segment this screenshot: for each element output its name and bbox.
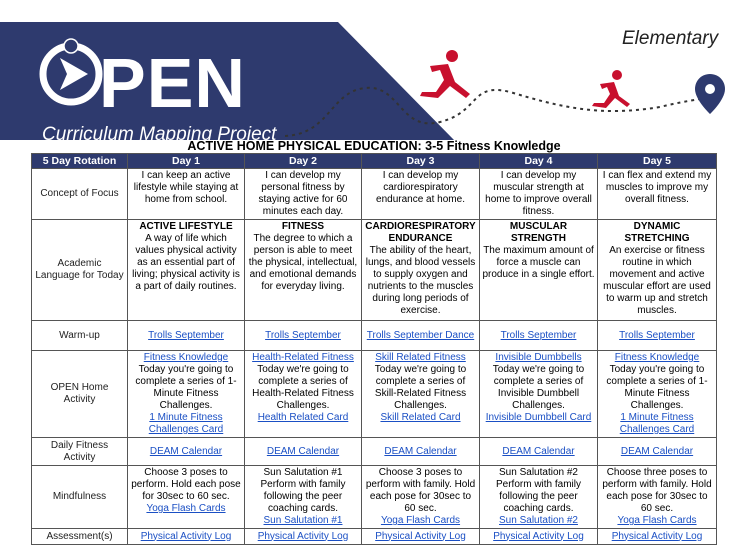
log-link[interactable]: Physical Activity Log: [493, 530, 584, 542]
assess-cell: [128, 529, 245, 545]
table-row: [32, 529, 717, 545]
definition: An exercise or fitness routine in which movement and active muscular effort are used to warm up and stretch muscles.: [603, 245, 711, 316]
row-label-daily: [32, 438, 128, 466]
warmup-cell: [598, 321, 717, 351]
activity-link[interactable]: Skill Related Fitness: [375, 352, 466, 363]
activity-card-link[interactable]: Health Related Card: [257, 412, 349, 423]
activity-text: Today you're going to complete a series of 1-Minute Fitness Challenges.: [606, 364, 708, 411]
runner-icon: [592, 70, 630, 108]
language-cell: [245, 220, 362, 321]
home-cell: [480, 351, 598, 438]
row-label-text: Academic Language for Today: [35, 258, 124, 281]
activity-link[interactable]: Health-Related Fitness: [252, 352, 354, 363]
term: FITNESS: [281, 221, 325, 232]
language-cell: [362, 220, 480, 321]
focus-cell: I can develop my muscular strength at home to improve overall fitness.: [480, 169, 598, 220]
definition: The ability of the heart, lungs, and blood vessels to supply oxygen and nutrients to the muscles during long periods of exercise.: [365, 245, 476, 316]
document-title: ACTIVE HOME PHYSICAL EDUCATION: 3-5 Fitness Knowledge: [187, 139, 561, 153]
row-label-mind: [32, 466, 128, 529]
warmup-cell: [245, 321, 362, 351]
day-header: Day 5: [598, 154, 717, 169]
mind-link[interactable]: Sun Salutation #2: [499, 515, 578, 526]
mind-cell: [128, 466, 245, 529]
home-cell: [598, 351, 717, 438]
assess-cell: [362, 529, 480, 545]
table-row: [32, 466, 717, 529]
mind-cell: [362, 466, 480, 529]
calendar-link[interactable]: DEAM Calendar: [502, 445, 575, 457]
activity-text: Today we're going to complete a series of Skill-Related Fitness Challenges.: [374, 364, 467, 411]
daily-cell: [480, 438, 598, 466]
daily-cell: [245, 438, 362, 466]
term: ACTIVE LIFESTYLE: [139, 221, 233, 232]
warmup-link[interactable]: Trolls September Dance: [366, 329, 475, 341]
day-header: Day 2: [245, 154, 362, 169]
home-cell: [128, 351, 245, 438]
row-label-text: Assessment(s): [46, 530, 113, 542]
warmup-link[interactable]: Trolls September: [619, 329, 695, 341]
activity-card-link[interactable]: Invisible Dumbbell Card: [485, 412, 592, 423]
activity-text: Today we're going to complete a series of Invisible Dumbbell Challenges.: [492, 364, 585, 411]
table-row: [32, 169, 717, 220]
calendar-link[interactable]: DEAM Calendar: [620, 445, 694, 457]
table-row: [32, 438, 717, 466]
calendar-link[interactable]: DEAM Calendar: [149, 445, 223, 457]
activity-link[interactable]: Fitness Knowledge: [614, 352, 700, 363]
log-link[interactable]: Physical Activity Log: [611, 530, 703, 542]
focus-cell: I can develop my personal fitness by staying active for 60 minutes each day.: [245, 169, 362, 220]
row-label-focus: [32, 169, 128, 220]
home-cell: [245, 351, 362, 438]
language-cell: [598, 220, 717, 321]
daily-cell: [362, 438, 480, 466]
table-row: [32, 220, 717, 321]
focus-cell: I can develop my cardiorespiratory endurance at home.: [362, 169, 480, 220]
warmup-link[interactable]: Trolls September: [500, 329, 577, 341]
row-label-text: Daily Fitness Activity: [50, 439, 109, 463]
row-label-home: [32, 351, 128, 438]
assess-cell: [480, 529, 598, 545]
focus-cell: I can keep an active lifestyle while staying at home from school.: [128, 169, 245, 220]
log-link[interactable]: Physical Activity Log: [140, 530, 232, 542]
grade-level: Elementary: [622, 28, 719, 49]
mind-link[interactable]: Yoga Flash Cards: [380, 515, 461, 526]
mind-text: Choose 3 poses to perform. Hold each pose for 30sec to 60 sec.: [131, 467, 241, 502]
activity-card-link[interactable]: 1 Minute Fitness Challenges Card: [148, 412, 224, 435]
mind-text: Sun Salutation #2 Perform with family following the peer coaching cards.: [495, 467, 581, 514]
mind-cell: [245, 466, 362, 529]
calendar-link[interactable]: DEAM Calendar: [384, 445, 457, 457]
logo-text: PEN: [99, 44, 246, 122]
warmup-link[interactable]: Trolls September: [148, 329, 224, 341]
location-pin-icon: [695, 74, 725, 114]
activity-link[interactable]: Fitness Knowledge: [143, 352, 229, 363]
warmup-link[interactable]: Trolls September: [265, 329, 341, 341]
mind-cell: [598, 466, 717, 529]
activity-text: Today you're going to complete a series of 1-Minute Fitness Challenges.: [135, 364, 237, 411]
assess-cell: [598, 529, 717, 545]
term: DYNAMIC STRETCHING: [624, 221, 690, 244]
term: CARDIORESPIRATORY ENDURANCE: [365, 221, 476, 244]
log-link[interactable]: Physical Activity Log: [257, 530, 349, 542]
mind-text: Choose three poses to perform with family. Hold each pose for 30sec to 60 sec.: [602, 467, 712, 514]
table-header-row: [32, 154, 717, 169]
row-label-text: Concept of Focus: [40, 188, 119, 199]
assess-cell: [245, 529, 362, 545]
table-row: [32, 321, 717, 351]
activity-card-link[interactable]: 1 Minute Fitness Challenges Card: [619, 412, 695, 435]
row-label-warmup: [32, 321, 128, 351]
term: MUSCULAR STRENGTH: [509, 221, 568, 244]
mind-text: Choose 3 poses to perform with family. Hold each pose for 30sec to 60 sec.: [365, 467, 476, 514]
language-cell: [480, 220, 598, 321]
warmup-cell: [480, 321, 598, 351]
project-subtitle: Curriculum Mapping Project: [42, 124, 277, 145]
row-label-assess: [32, 529, 128, 545]
definition: A way of life which values physical activity as an essential part of living; physical activity is a part of daily routines.: [132, 233, 240, 292]
definition: The maximum amount of force a muscle can produce in a single effort.: [482, 245, 595, 280]
home-cell: [362, 351, 480, 438]
runner-icon: [420, 50, 470, 98]
day-header: Day 3: [362, 154, 480, 169]
mind-link[interactable]: Sun Salutation #1: [263, 515, 343, 526]
mind-link[interactable]: Yoga Flash Cards: [617, 515, 697, 526]
row-label-text: OPEN Home Activity: [50, 382, 109, 405]
focus-cell: I can flex and extend my muscles to improve my overall fitness.: [598, 169, 717, 220]
log-link[interactable]: Physical Activity Log: [375, 530, 466, 542]
warmup-cell: [362, 321, 480, 351]
warmup-cell: [128, 321, 245, 351]
definition: The degree to which a person is able to meet the physical, intellectual, and emotional demands for everyday living.: [248, 233, 358, 292]
activity-text: Today we're going to complete a series of Health-Related Fitness Challenges.: [252, 364, 354, 411]
day-header: Day 1: [128, 154, 245, 169]
table-row: [32, 351, 717, 438]
row-label-text: Mindfulness: [52, 491, 107, 502]
curriculum-table: [31, 153, 717, 545]
daily-cell: [128, 438, 245, 466]
corner-header: 5 Day Rotation: [32, 154, 128, 169]
mind-cell: [480, 466, 598, 529]
language-cell: [128, 220, 245, 321]
mind-text: Sun Salutation #1 Perform with family following the peer coaching cards.: [260, 467, 346, 514]
activity-card-link[interactable]: Skill Related Card: [380, 412, 461, 423]
calendar-link[interactable]: DEAM Calendar: [266, 445, 340, 457]
day-header: Day 4: [480, 154, 598, 169]
daily-cell: [598, 438, 717, 466]
mind-link[interactable]: Yoga Flash Cards: [146, 503, 226, 514]
row-label-text: Warm-up: [59, 329, 100, 341]
row-label-language: [32, 220, 128, 321]
activity-link[interactable]: Invisible Dumbbells: [495, 352, 582, 363]
